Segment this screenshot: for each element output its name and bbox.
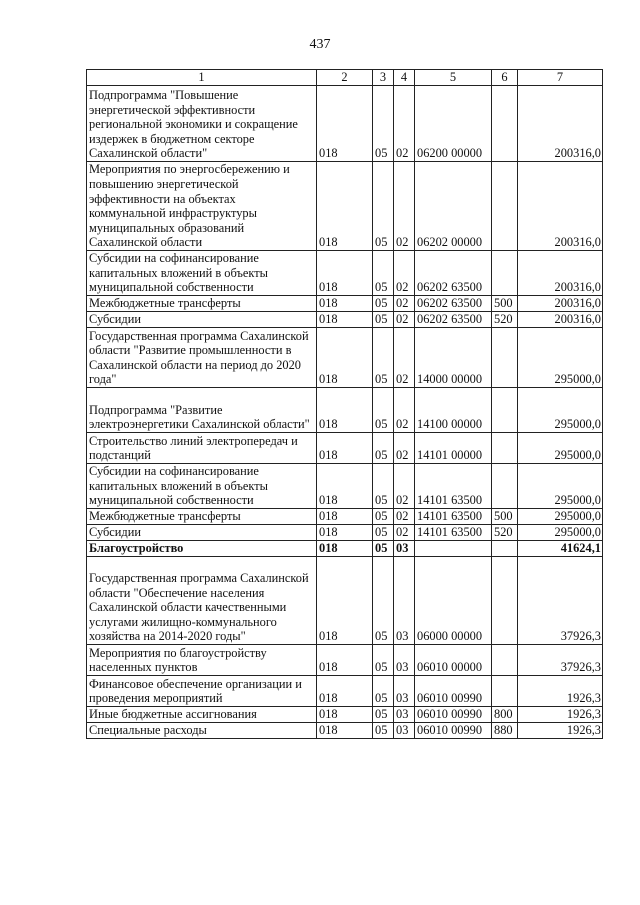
- header-col-4: 4: [394, 70, 415, 86]
- table-row: [87, 707, 603, 723]
- cell-name: Специальные расходы: [87, 723, 317, 739]
- cell-csr: 14101 00000: [415, 433, 492, 464]
- cell-ved: 018: [317, 525, 373, 541]
- cell-vr: [492, 251, 518, 296]
- cell-vr: [492, 162, 518, 251]
- cell-rz: 05: [373, 296, 394, 312]
- cell-sum: 295000,0: [518, 388, 603, 433]
- cell-csr: [415, 541, 492, 557]
- cell-csr: 06000 00000: [415, 557, 492, 645]
- cell-name: Подпрограмма "Повышение энергетической эффективности региональной экономики и сокращение издержек в бюджетном секторе Сахалинской области": [87, 86, 317, 162]
- cell-ved: 018: [317, 541, 373, 557]
- cell-ved: 018: [317, 86, 373, 162]
- cell-name: Государственная программа Сахалинской области "Развитие промышленности в Сахалинской области на период до 2020 года": [87, 328, 317, 388]
- cell-vr: 500: [492, 509, 518, 525]
- cell-csr: 14101 63500: [415, 509, 492, 525]
- cell-sum: 41624,1: [518, 541, 603, 557]
- cell-vr: [492, 464, 518, 509]
- cell-sum: 37926,3: [518, 645, 603, 676]
- cell-rz: 05: [373, 645, 394, 676]
- cell-csr: 06010 00990: [415, 676, 492, 707]
- cell-csr: 14000 00000: [415, 328, 492, 388]
- table-row: [87, 296, 603, 312]
- cell-name: Субсидии: [87, 525, 317, 541]
- cell-rz: 05: [373, 251, 394, 296]
- cell-pr: 03: [394, 707, 415, 723]
- cell-name: Мероприятия по благоустройству населенных пунктов: [87, 645, 317, 676]
- cell-rz: 05: [373, 86, 394, 162]
- table-row: [87, 557, 603, 645]
- cell-pr: 02: [394, 433, 415, 464]
- cell-pr: 02: [394, 296, 415, 312]
- cell-sum: 1926,3: [518, 723, 603, 739]
- cell-sum: 295000,0: [518, 525, 603, 541]
- cell-ved: 018: [317, 328, 373, 388]
- cell-pr: 02: [394, 328, 415, 388]
- cell-name: Субсидии на софинансирование капитальных вложений в объекты муниципальной собственности: [87, 464, 317, 509]
- table-row: [87, 433, 603, 464]
- cell-pr: 03: [394, 723, 415, 739]
- cell-rz: 05: [373, 707, 394, 723]
- cell-vr: [492, 645, 518, 676]
- cell-rz: 05: [373, 557, 394, 645]
- cell-rz: 05: [373, 312, 394, 328]
- table-row: [87, 541, 603, 557]
- cell-ved: 018: [317, 676, 373, 707]
- header-col-3: 3: [373, 70, 394, 86]
- cell-csr: 06202 63500: [415, 251, 492, 296]
- cell-pr: 02: [394, 509, 415, 525]
- table-row: [87, 464, 603, 509]
- cell-name: Субсидии на софинансирование капитальных вложений в объекты муниципальной собственности: [87, 251, 317, 296]
- cell-rz: 05: [373, 509, 394, 525]
- cell-name: Благоустройство: [87, 541, 317, 557]
- cell-pr: 02: [394, 162, 415, 251]
- header-row: [87, 70, 603, 86]
- cell-ved: 018: [317, 312, 373, 328]
- cell-name: Иные бюджетные ассигнования: [87, 707, 317, 723]
- cell-csr: 06202 63500: [415, 312, 492, 328]
- cell-sum: 295000,0: [518, 464, 603, 509]
- cell-vr: [492, 676, 518, 707]
- header-col-2: 2: [317, 70, 373, 86]
- cell-rz: 05: [373, 525, 394, 541]
- cell-pr: 03: [394, 676, 415, 707]
- cell-sum: 37926,3: [518, 557, 603, 645]
- cell-sum: 200316,0: [518, 86, 603, 162]
- table-row: [87, 676, 603, 707]
- header-col-7: 7: [518, 70, 603, 86]
- table-row: [87, 328, 603, 388]
- cell-vr: 800: [492, 707, 518, 723]
- cell-vr: [492, 433, 518, 464]
- table-row: [87, 723, 603, 739]
- table-row: [87, 509, 603, 525]
- cell-sum: 1926,3: [518, 676, 603, 707]
- cell-csr: 06010 00000: [415, 645, 492, 676]
- table-row: [87, 525, 603, 541]
- cell-ved: 018: [317, 464, 373, 509]
- table-row: [87, 312, 603, 328]
- cell-vr: [492, 86, 518, 162]
- cell-rz: 05: [373, 723, 394, 739]
- table-row: [87, 251, 603, 296]
- cell-csr: 06200 00000: [415, 86, 492, 162]
- cell-name: Межбюджетные трансферты: [87, 509, 317, 525]
- cell-vr: 520: [492, 312, 518, 328]
- cell-rz: 05: [373, 676, 394, 707]
- table-row: [87, 162, 603, 251]
- cell-rz: 05: [373, 388, 394, 433]
- cell-pr: 02: [394, 86, 415, 162]
- header-col-1: 1: [87, 70, 317, 86]
- cell-sum: 1926,3: [518, 707, 603, 723]
- cell-vr: 880: [492, 723, 518, 739]
- cell-name: Строительство линий электропередач и подстанций: [87, 433, 317, 464]
- cell-vr: [492, 328, 518, 388]
- cell-ved: 018: [317, 251, 373, 296]
- table-row: [87, 388, 603, 433]
- cell-name: Подпрограмма "Развитие электроэнергетики Сахалинской области": [87, 388, 317, 433]
- cell-sum: 295000,0: [518, 509, 603, 525]
- cell-sum: 200316,0: [518, 296, 603, 312]
- cell-ved: 018: [317, 388, 373, 433]
- cell-csr: 06202 00000: [415, 162, 492, 251]
- page-number: 437: [309, 37, 331, 52]
- cell-name: Мероприятия по энергосбережению и повышению энергетической эффективности на объектах коммунальной инфраструктуры муниципальных образований Сахалинской области: [87, 162, 317, 251]
- cell-csr: 14101 63500: [415, 525, 492, 541]
- cell-sum: 200316,0: [518, 162, 603, 251]
- cell-pr: 02: [394, 464, 415, 509]
- cell-csr: 06010 00990: [415, 707, 492, 723]
- table-body: [87, 86, 603, 739]
- cell-ved: 018: [317, 557, 373, 645]
- cell-name: Государственная программа Сахалинской области "Обеспечение населения Сахалинской области качественными услугами жилищно-коммунального хозяйства на 2014-2020 годы": [87, 557, 317, 645]
- cell-sum: 295000,0: [518, 328, 603, 388]
- cell-vr: 500: [492, 296, 518, 312]
- cell-csr: 06202 63500: [415, 296, 492, 312]
- table-row: [87, 86, 603, 162]
- cell-pr: 02: [394, 312, 415, 328]
- cell-vr: [492, 541, 518, 557]
- cell-vr: [492, 388, 518, 433]
- header-col-5: 5: [415, 70, 492, 86]
- cell-ved: 018: [317, 162, 373, 251]
- table-row: [87, 645, 603, 676]
- cell-name: Финансовое обеспечение организации и проведения мероприятий: [87, 676, 317, 707]
- cell-rz: 05: [373, 433, 394, 464]
- cell-rz: 05: [373, 162, 394, 251]
- cell-pr: 02: [394, 525, 415, 541]
- cell-pr: 03: [394, 645, 415, 676]
- cell-ved: 018: [317, 645, 373, 676]
- cell-sum: 200316,0: [518, 251, 603, 296]
- cell-rz: 05: [373, 541, 394, 557]
- cell-rz: 05: [373, 464, 394, 509]
- cell-name: Субсидии: [87, 312, 317, 328]
- cell-vr: [492, 557, 518, 645]
- cell-name: Межбюджетные трансферты: [87, 296, 317, 312]
- cell-pr: 03: [394, 541, 415, 557]
- header-col-6: 6: [492, 70, 518, 86]
- cell-pr: 02: [394, 388, 415, 433]
- cell-ved: 018: [317, 707, 373, 723]
- cell-sum: 295000,0: [518, 433, 603, 464]
- cell-ved: 018: [317, 296, 373, 312]
- cell-sum: 200316,0: [518, 312, 603, 328]
- cell-ved: 018: [317, 433, 373, 464]
- cell-pr: 03: [394, 557, 415, 645]
- cell-csr: 14101 63500: [415, 464, 492, 509]
- cell-rz: 05: [373, 328, 394, 388]
- cell-ved: 018: [317, 509, 373, 525]
- cell-ved: 018: [317, 723, 373, 739]
- cell-vr: 520: [492, 525, 518, 541]
- cell-csr: 14100 00000: [415, 388, 492, 433]
- cell-pr: 02: [394, 251, 415, 296]
- budget-table: [86, 69, 603, 739]
- cell-csr: 06010 00990: [415, 723, 492, 739]
